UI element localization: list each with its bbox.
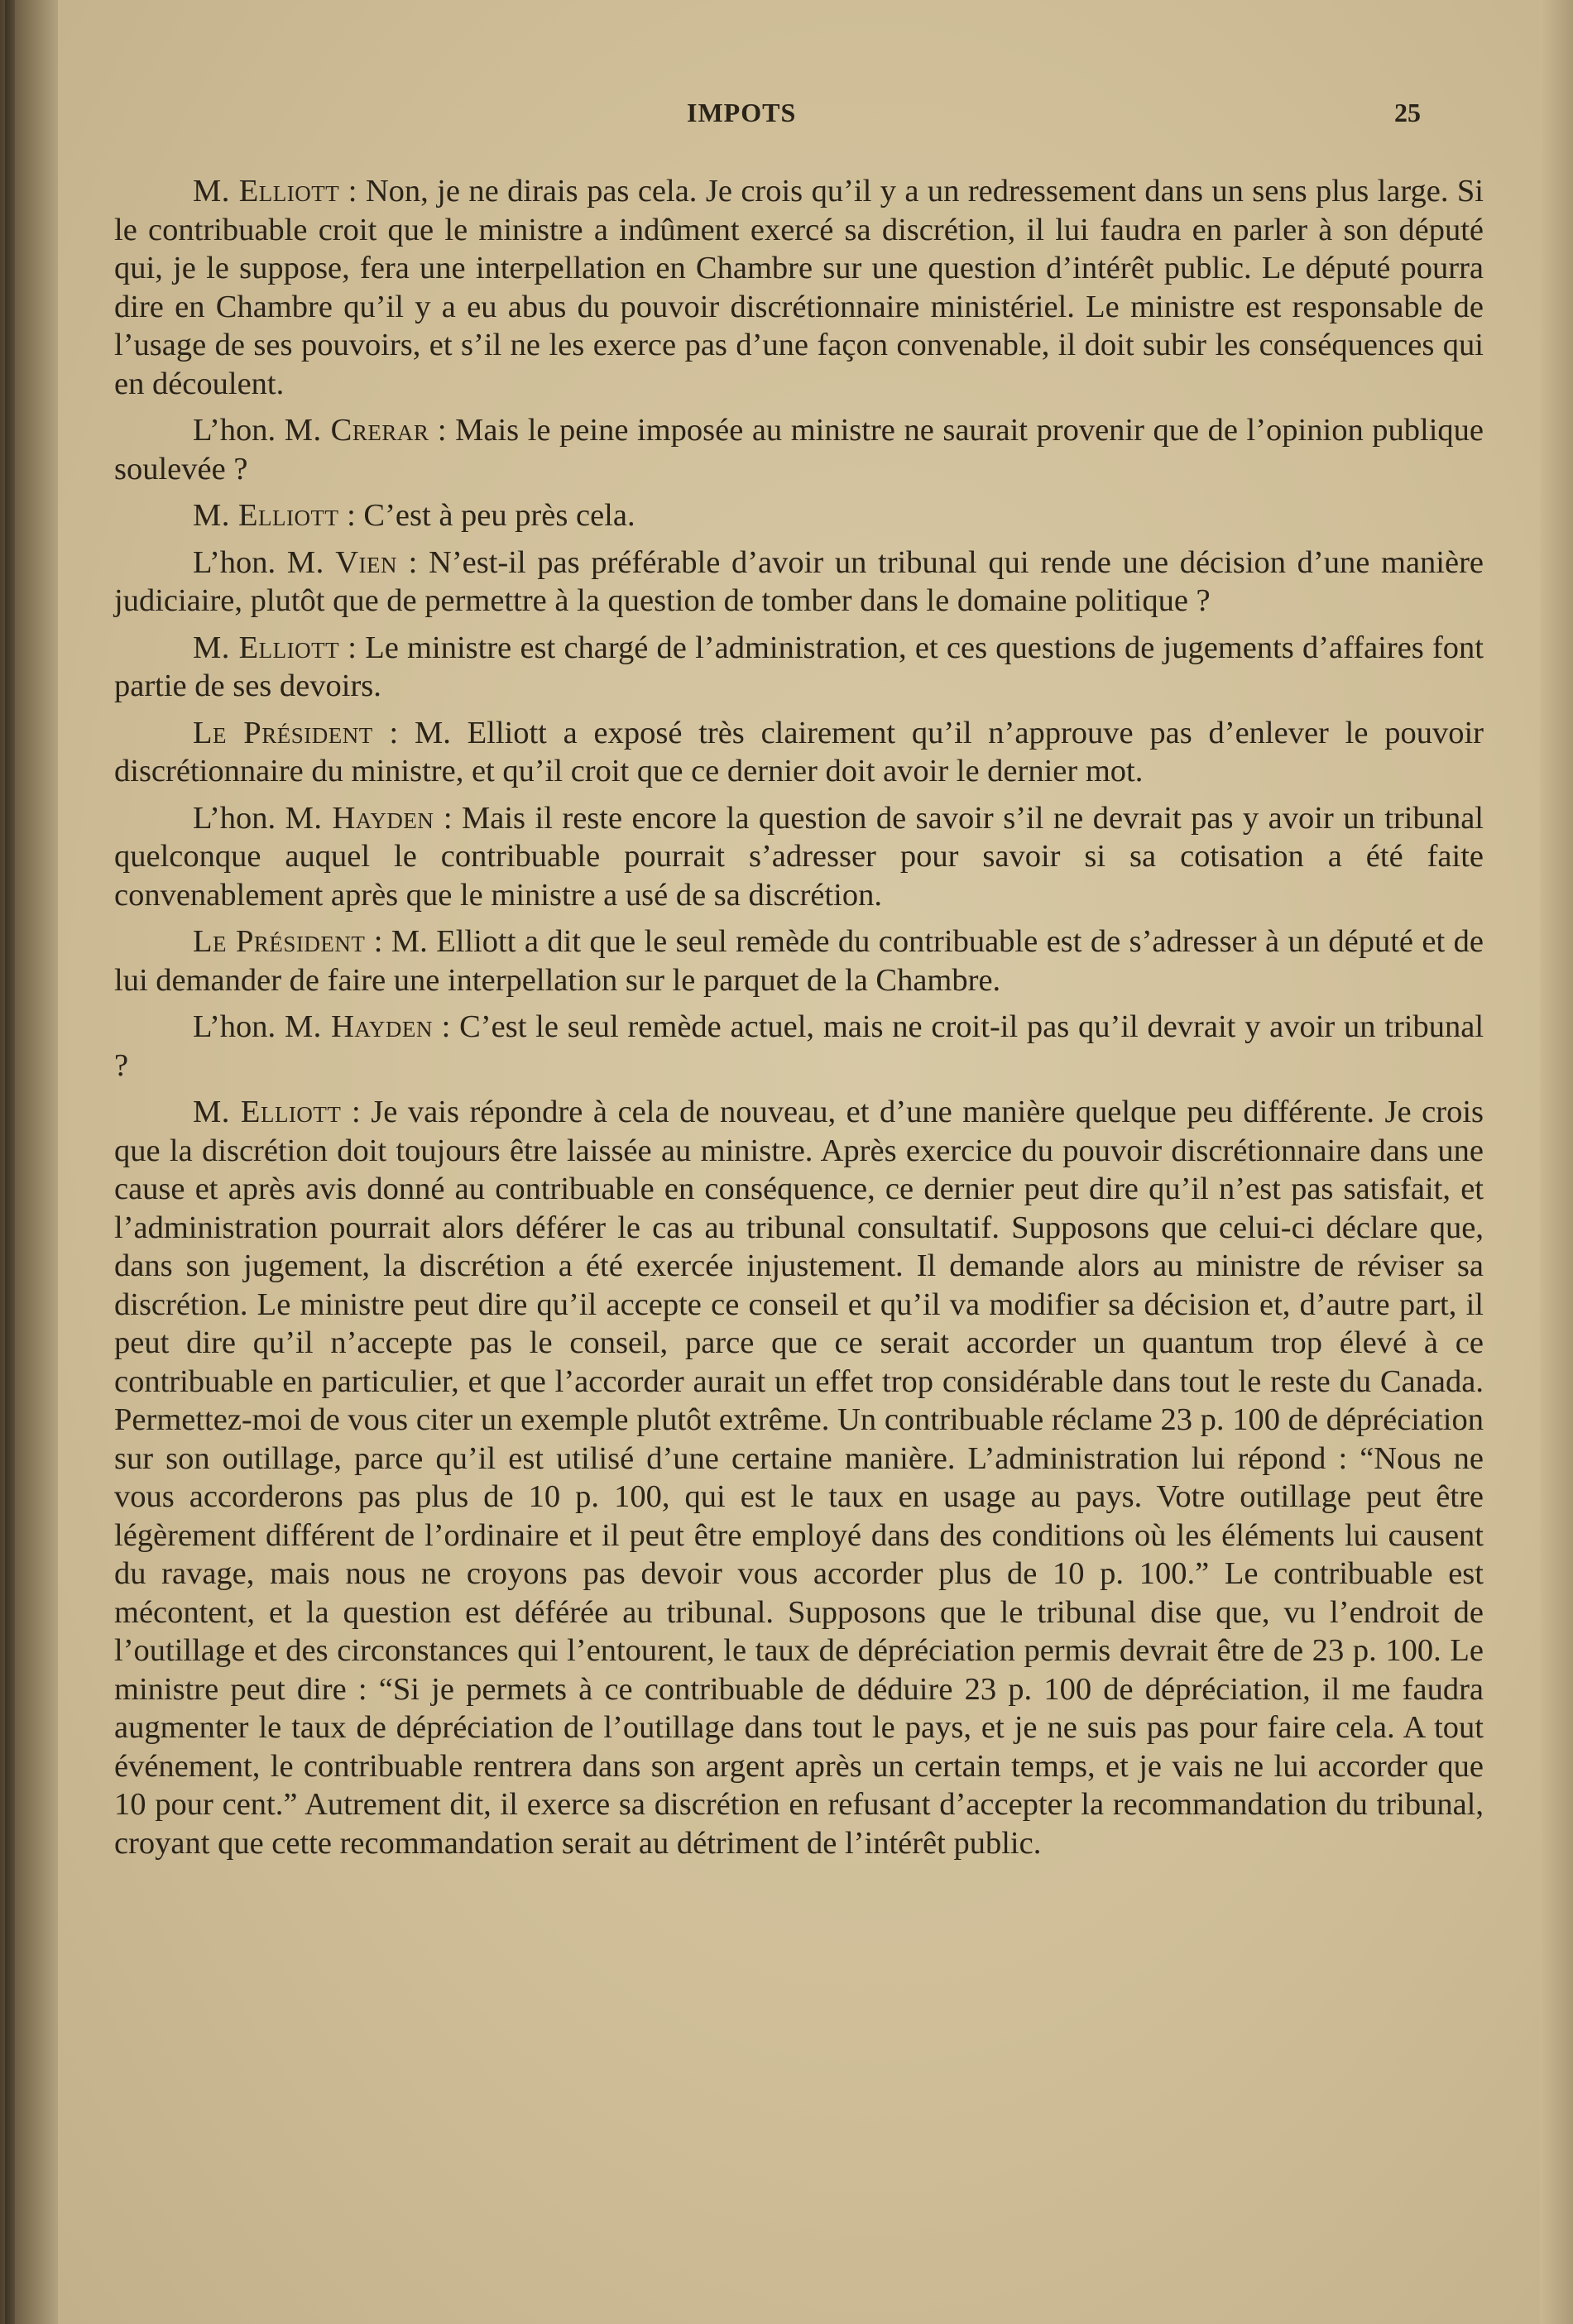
speaker-separator: : [432,1009,460,1044]
speaker-separator: : [429,413,456,448]
speaker-name: Le Président [193,924,366,959]
speech-text: M. Elliott a dit que le seul remède du contribuable est de s’adresser à un député et de lui demander de faire une interpellation sur le parquet de la Chambre. [114,924,1484,998]
speaker-prefix: L’hon. [193,1009,285,1044]
speech-paragraph [114,1093,1484,1862]
speech-text: C’est à peu près cela. [363,498,635,533]
facing-page-edge [5,0,15,2324]
speech-paragraph [114,544,1484,621]
speech-text: N’est-il pas préférable d’avoir un tribunal qui rende une décision d’une manière judiciaire, plutôt que de permettre à la question de tomber dans le domaine politique ? [114,544,1484,618]
speaker-separator: : [339,174,366,208]
speaker-name: M. Hayden [285,800,434,836]
speaker-name: M. Vien [286,544,397,580]
speaker-name: M. Elliott [193,1095,342,1129]
speaker-name: Le Président [193,715,373,750]
transcript-body [114,172,1484,1871]
running-title: IMPOTS [687,98,797,127]
speech-paragraph [114,1008,1484,1085]
speaker-separator: : [341,1095,372,1129]
speech-paragraph [114,172,1484,403]
speech-paragraph [114,496,1484,535]
speech-paragraph [114,799,1484,915]
page-number: 25 [1394,98,1421,127]
speaker-separator: : [434,800,463,836]
speaker-prefix: L’hon. [193,544,287,580]
book-page [58,0,1540,2324]
speech-paragraph [114,629,1484,706]
speech-text: Mais le peine imposée au ministre ne saurait provenir que de l’opinion publique soulevée ? [114,413,1484,486]
speech-paragraph [114,411,1484,488]
speaker-name: M. Hayden [284,1009,433,1044]
speech-text: Le ministre est chargé de l’administration, et ces questions de jugements d’affaires font partie de ses devoirs. [114,630,1484,703]
speaker-separator: : [396,544,429,580]
speaker-separator: : [372,715,415,750]
speaker-separator: : [339,630,366,665]
speech-paragraph [114,714,1484,791]
page-right-edge-shadow [1540,0,1573,2324]
speaker-name: M. Elliott [193,174,340,208]
speaker-separator: : [338,498,364,533]
speech-text: C’est le seul remède actuel, mais ne croit-il pas qu’il devrait y avoir un tribunal ? [114,1009,1484,1083]
speech-text: Mais il reste encore la question de savoir s’il ne devrait pas y avoir un tribunal quelconque auquel le contribuable pourrait s’adresser pour savoir si sa cotisation a été faite convenablement après que le ministre a usé de sa discrétion. [114,800,1484,913]
speaker-separator: : [365,924,391,959]
speaker-prefix: L’hon. [193,413,285,448]
speech-text: Je vais répondre à cela de nouveau, et d’une manière quelque peu différente. Je crois que la discrétion doit toujours être laissée au ministre. Après exercice du pouvoir discrétionnaire dans une cause et après avis donné au contribuable en conséquence, ce dernier peut dire qu’il n’est pas satisfait, et l’administration pourrait alors déférer le cas au tribunal consultatif. Supposons que celui-ci déclare que, dans son jugement, la discrétion a été exercée injustement. Il demande alors au ministre de réviser sa discrétion. Le ministre peut dire qu’il accepte ce conseil et qu’il va modifier sa décision et, d’autre part, il peut dire qu’il n’accepte pas le conseil, parce que ce serait accorder un quantum trop élevé à ce contribuable en particulier, et que l’accorder aurait un effet trop considérable dans tout le reste du Canada. Permettez-moi de vous citer un exemple plutôt extrême. Un contribuable réclame 23 p. 100 de dépréciation sur son outillage, parce qu’il est utilisé d’une certaine manière. L’administration lui répond : “Nous ne vous accorderons pas plus de 10 p. 100, qui est le taux en usage au pays. Votre outillage peut être légèrement différent de l’ordinaire et il peut être employé dans des conditions où les éléments lui causent du ravage, mais nous ne croyons pas devoir vous accorder plus de 10 p. 100.” Le contribuable est mécontent, et la question est déférée au tribunal. Supposons que le tribunal dise que, vu l’endroit de l’outillage et des circonstances qui l’entourent, le taux de dépréciation permis devrait être de 23 p. 100. Le ministre peut dire : “Si je permets à ce contribuable de déduire 23 p. 100 de dépréciation, il me faudra augmenter le taux de dépréciation de l’outillage dans tout le pays, et je ne suis pas pour faire cela. A tout événement, le contribuable rentrera dans son argent après un certain temps, et je vais ne lui accorder que 10 pour cent.” Autrement dit, il exerce sa discrétion en refusant d’accepter la recommandation du tribunal, croyant que cette recommandation serait au détriment de l’intérêt public. [114,1095,1484,1861]
speech-text: M. Elliott a exposé très clairement qu’il n’approuve pas d’enlever le pouvoir discrétionnaire du ministre, et qu’il croit que ce dernier doit avoir le dernier mot. [114,715,1484,788]
page-header [58,98,1540,139]
speaker-prefix: L’hon. [193,800,285,836]
speaker-name: M. Crerar [284,413,429,448]
speaker-name: M. Elliott [193,630,340,665]
speech-text: Non, je ne dirais pas cela. Je crois qu’il y a un redressement dans un sens plus large. Si le contribuable croit que le ministre a indûment exercé sa discrétion, il lui faudra en parler à son député qui, je le suppose, fera une interpellation en Chambre sur une question d’intérêt public. Le député pourra dire en Chambre qu’il y a eu abus du pouvoir discrétionnaire ministériel. Le ministre est responsable de l’usage de ses pouvoirs, et s’il ne les exerce pas d’une façon convenable, il doit subir les conséquences qui en découlent. [114,174,1484,401]
speech-paragraph [114,922,1484,999]
speaker-name: M. Elliott [193,498,339,533]
